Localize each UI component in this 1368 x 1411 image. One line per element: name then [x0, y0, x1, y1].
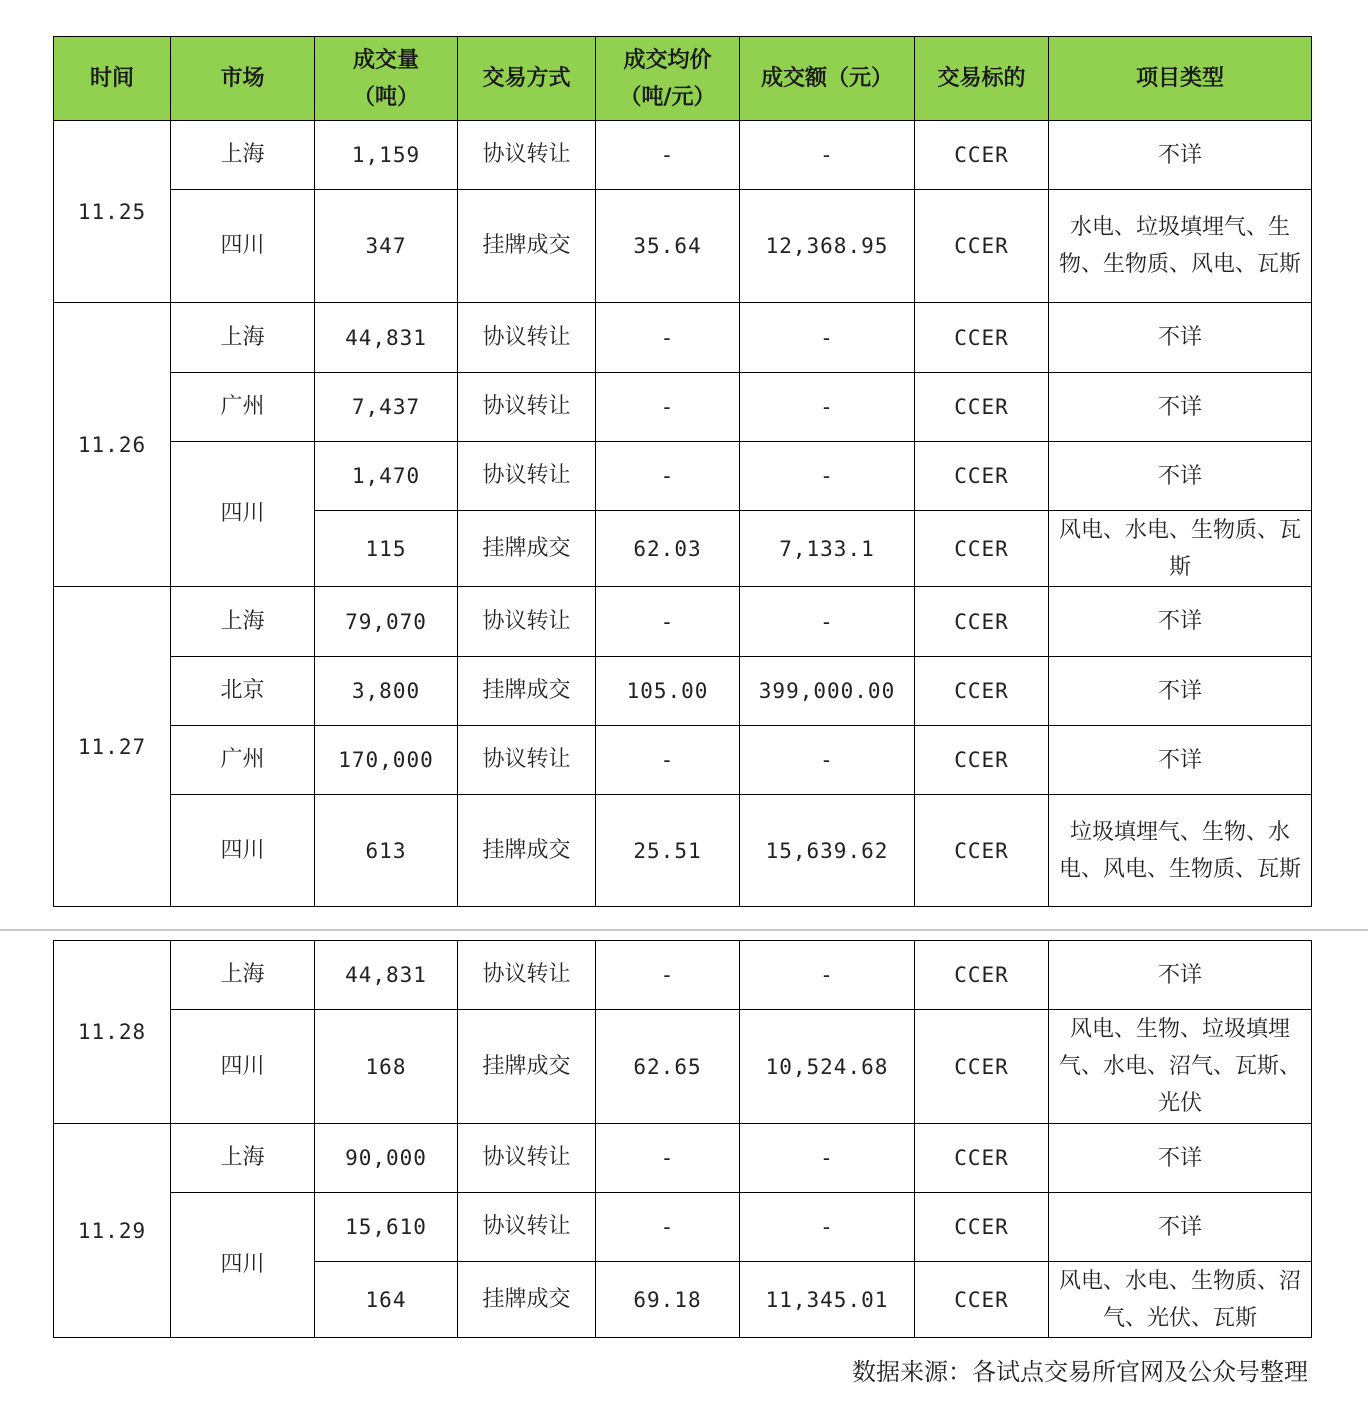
cell-volume: 1,470 — [315, 442, 458, 511]
cell-market: 北京 — [171, 657, 315, 726]
cell-target: CCER — [915, 373, 1049, 442]
cell-target: CCER — [915, 1262, 1049, 1338]
cell-method: 协议转让 — [458, 442, 596, 511]
table-row — [54, 795, 1312, 907]
cell-amount: 7,133.1 — [740, 511, 915, 587]
cell-volume: 613 — [315, 795, 458, 907]
cell-date: 11.26 — [54, 303, 171, 587]
cell-project-type: 不详 — [1049, 1193, 1312, 1262]
cell-target: CCER — [915, 511, 1049, 587]
cell-volume: 115 — [315, 511, 458, 587]
header-project-type: 项目类型 — [1049, 37, 1312, 121]
cell-market: 上海 — [171, 303, 315, 373]
table-body-part1 — [54, 121, 1312, 907]
data-source-note: 数据来源：各试点交易所官网及公众号整理 — [852, 1358, 1308, 1386]
table-row — [54, 726, 1312, 795]
cell-date: 11.29 — [54, 1124, 171, 1338]
cell-avg-price: - — [596, 373, 740, 442]
cell-amount: 15,639.62 — [740, 795, 915, 907]
cell-project-type: 水电、垃圾填埋气、生物、生物质、风电、瓦斯 — [1049, 190, 1312, 303]
cell-market: 上海 — [171, 587, 315, 657]
cell-method: 协议转让 — [458, 303, 596, 373]
cell-project-type: 不详 — [1049, 941, 1312, 1010]
cell-amount: - — [740, 442, 915, 511]
cell-avg-price: 62.65 — [596, 1010, 740, 1124]
cell-method: 协议转让 — [458, 1193, 596, 1262]
cell-method: 挂牌成交 — [458, 190, 596, 303]
cell-target: CCER — [915, 657, 1049, 726]
cell-market: 四川 — [171, 1193, 315, 1338]
page-separator — [0, 929, 1368, 931]
cell-volume: 347 — [315, 190, 458, 303]
cell-avg-price: - — [596, 1193, 740, 1262]
cell-target: CCER — [915, 795, 1049, 907]
cell-market: 上海 — [171, 941, 315, 1010]
cell-project-type: 不详 — [1049, 587, 1312, 657]
cell-project-type: 不详 — [1049, 121, 1312, 190]
table-row — [54, 941, 1312, 1010]
cell-market: 上海 — [171, 121, 315, 190]
cell-target: CCER — [915, 303, 1049, 373]
cell-avg-price: 25.51 — [596, 795, 740, 907]
cell-method: 协议转让 — [458, 373, 596, 442]
cell-avg-price: 105.00 — [596, 657, 740, 726]
cell-volume: 15,610 — [315, 1193, 458, 1262]
table-row — [54, 373, 1312, 442]
trading-table-part1 — [53, 36, 1312, 907]
table-row — [54, 121, 1312, 190]
cell-market: 四川 — [171, 442, 315, 587]
header-volume-text: 成交量 （吨） — [352, 47, 419, 110]
cell-amount: - — [740, 587, 915, 657]
cell-market: 上海 — [171, 1124, 315, 1193]
cell-avg-price: - — [596, 1124, 740, 1193]
cell-avg-price: 69.18 — [596, 1262, 740, 1338]
cell-amount: - — [740, 121, 915, 190]
cell-method: 协议转让 — [458, 587, 596, 657]
cell-amount: 399,000.00 — [740, 657, 915, 726]
cell-market: 广州 — [171, 373, 315, 442]
header-volume — [315, 37, 458, 121]
cell-target: CCER — [915, 1124, 1049, 1193]
cell-amount: 12,368.95 — [740, 190, 915, 303]
cell-date: 11.27 — [54, 587, 171, 907]
cell-date: 11.28 — [54, 941, 171, 1124]
cell-volume: 3,800 — [315, 657, 458, 726]
cell-avg-price: - — [596, 941, 740, 1010]
table-body-part2 — [54, 941, 1312, 1338]
header-method: 交易方式 — [458, 37, 596, 121]
cell-method: 协议转让 — [458, 1124, 596, 1193]
cell-avg-price: 62.03 — [596, 511, 740, 587]
cell-project-type: 不详 — [1049, 1124, 1312, 1193]
cell-project-type: 不详 — [1049, 657, 1312, 726]
cell-target: CCER — [915, 121, 1049, 190]
cell-amount: - — [740, 1124, 915, 1193]
header-amount: 成交额（元） — [740, 37, 915, 121]
table-row — [54, 1124, 1312, 1193]
header-avg-price-text: 成交均价 （吨/元） — [619, 47, 716, 110]
cell-volume: 44,831 — [315, 941, 458, 1010]
table-row — [54, 1193, 1312, 1262]
table-row — [54, 587, 1312, 657]
cell-target: CCER — [915, 1010, 1049, 1124]
table-row — [54, 657, 1312, 726]
cell-market: 四川 — [171, 795, 315, 907]
header-avg-price — [596, 37, 740, 121]
cell-target: CCER — [915, 190, 1049, 303]
cell-volume: 1,159 — [315, 121, 458, 190]
cell-date: 11.25 — [54, 121, 171, 303]
cell-target: CCER — [915, 726, 1049, 795]
cell-amount: - — [740, 1193, 915, 1262]
trading-table-part2 — [53, 940, 1312, 1338]
cell-avg-price: - — [596, 442, 740, 511]
header-market: 市场 — [171, 37, 315, 121]
cell-amount: 11,345.01 — [740, 1262, 915, 1338]
cell-avg-price: - — [596, 303, 740, 373]
cell-project-type: 不详 — [1049, 726, 1312, 795]
table-row — [54, 442, 1312, 511]
cell-volume: 79,070 — [315, 587, 458, 657]
table-row — [54, 303, 1312, 373]
cell-target: CCER — [915, 442, 1049, 511]
cell-method: 挂牌成交 — [458, 657, 596, 726]
cell-amount: - — [740, 941, 915, 1010]
cell-amount: - — [740, 726, 915, 795]
cell-method: 挂牌成交 — [458, 1262, 596, 1338]
cell-target: CCER — [915, 941, 1049, 1010]
cell-method: 协议转让 — [458, 941, 596, 1010]
cell-amount: - — [740, 303, 915, 373]
cell-avg-price: - — [596, 587, 740, 657]
cell-method: 协议转让 — [458, 121, 596, 190]
cell-project-type: 不详 — [1049, 442, 1312, 511]
header-target: 交易标的 — [915, 37, 1049, 121]
cell-avg-price: - — [596, 121, 740, 190]
cell-volume: 170,000 — [315, 726, 458, 795]
cell-project-type: 风电、生物、垃圾填埋气、水电、沼气、瓦斯、光伏 — [1049, 1010, 1312, 1124]
cell-target: CCER — [915, 1193, 1049, 1262]
table-row — [54, 1010, 1312, 1124]
cell-target: CCER — [915, 587, 1049, 657]
cell-amount: - — [740, 373, 915, 442]
cell-method: 挂牌成交 — [458, 511, 596, 587]
cell-method: 协议转让 — [458, 726, 596, 795]
cell-avg-price: 35.64 — [596, 190, 740, 303]
cell-volume: 90,000 — [315, 1124, 458, 1193]
cell-volume: 168 — [315, 1010, 458, 1124]
cell-method: 挂牌成交 — [458, 795, 596, 907]
cell-project-type: 不详 — [1049, 373, 1312, 442]
cell-market: 四川 — [171, 190, 315, 303]
cell-amount: 10,524.68 — [740, 1010, 915, 1124]
cell-avg-price: - — [596, 726, 740, 795]
table-row — [54, 190, 1312, 303]
cell-method: 挂牌成交 — [458, 1010, 596, 1124]
cell-volume: 7,437 — [315, 373, 458, 442]
cell-market: 广州 — [171, 726, 315, 795]
header-row — [54, 37, 1312, 121]
cell-project-type: 风电、水电、生物质、沼气、光伏、瓦斯 — [1049, 1262, 1312, 1338]
cell-project-type: 垃圾填埋气、生物、水电、风电、生物质、瓦斯 — [1049, 795, 1312, 907]
cell-volume: 44,831 — [315, 303, 458, 373]
cell-volume: 164 — [315, 1262, 458, 1338]
cell-project-type: 风电、水电、生物质、瓦斯 — [1049, 511, 1312, 587]
header-date: 时间 — [54, 37, 171, 121]
cell-project-type: 不详 — [1049, 303, 1312, 373]
cell-market: 四川 — [171, 1010, 315, 1124]
